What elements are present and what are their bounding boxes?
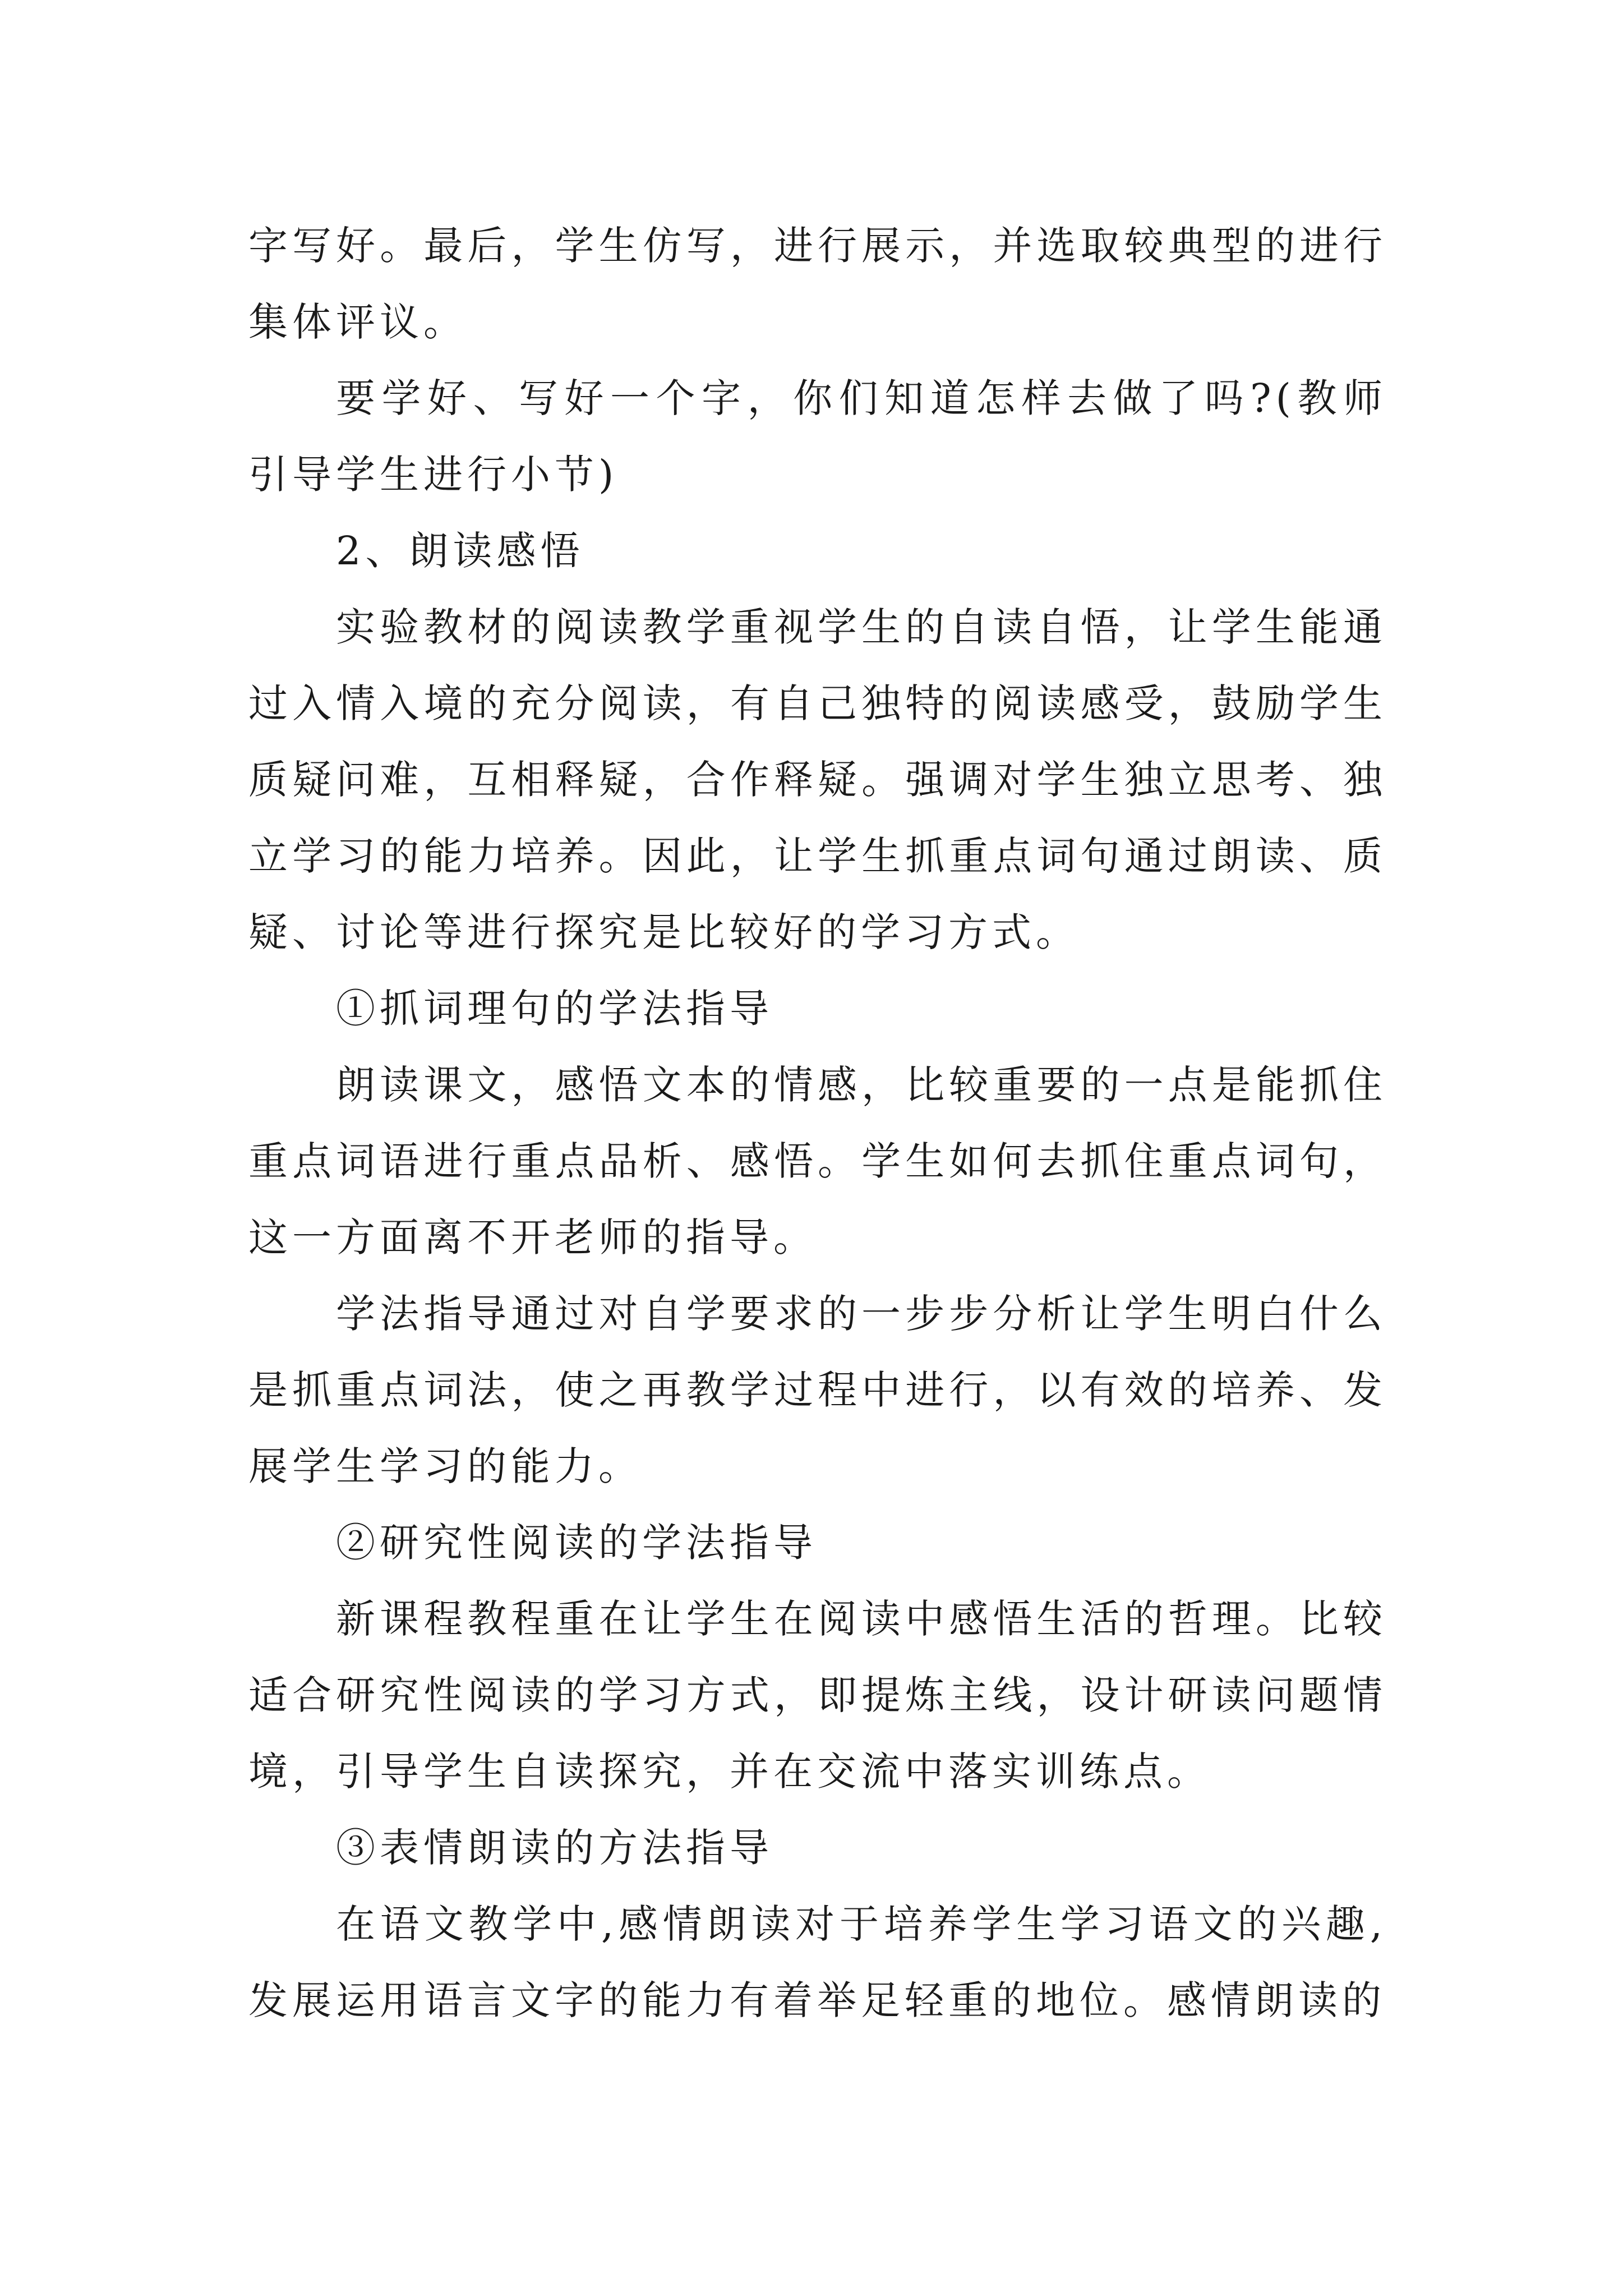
paragraph-study-guidance: 学法指导通过对自学要求的一步步分析让学生明白什么是抓重点词法，使之再教学过程中进行，以有效的培养、发展学生学习的能力。	[248, 1291, 1387, 1489]
section-heading-reading: 2、朗读感悟	[336, 528, 584, 574]
paragraph-word-method: 朗读课文，感悟文本的情感，比较重要的一点是能抓住重点词语进行重点品析、感悟。学生如何去抓住重点词句，这一方面离不开老师的指导。	[248, 1062, 1387, 1260]
subheading-expressive-reading: ③表情朗读的方法指导	[336, 1825, 773, 1871]
paragraph-continuation: 字写好。最后，学生仿写，进行展示，并选取较典型的进行集体评议。	[248, 223, 1387, 345]
paragraph-research-reading: 新课程教程重在让学生在阅读中感悟生活的哲理。比较适合研究性阅读的学习方式，即提炼主线，设计研读问题情境，引导学生自读探究，并在交流中落实训练点。	[248, 1596, 1387, 1795]
subheading-research-reading: ②研究性阅读的学法指导	[336, 1520, 817, 1566]
paragraph-expressive-reading: 在语文教学中,感情朗读对于培养学生学习语文的兴趣,发展运用语言文字的能力有着举足轻重的地位。感情朗读的	[248, 1901, 1387, 2023]
document-body	[248, 208, 1387, 2039]
subheading-word-method: ①抓词理句的学法指导	[336, 986, 773, 1032]
paragraph-question: 要学好、写好一个字，你们知道怎样去做了吗?(教师引导学生进行小节)	[248, 375, 1387, 498]
paragraph-reading-intro: 实验教材的阅读教学重视学生的自读自悟，让学生能通过入情入境的充分阅读，有自己独特的阅读感受，鼓励学生质疑问难，互相释疑，合作释疑。强调对学生独立思考、独立学习的能力培养。因此，让学生抓重点词句通过朗读、质疑、讨论等进行探究是比较好的学习方式。	[248, 604, 1387, 955]
